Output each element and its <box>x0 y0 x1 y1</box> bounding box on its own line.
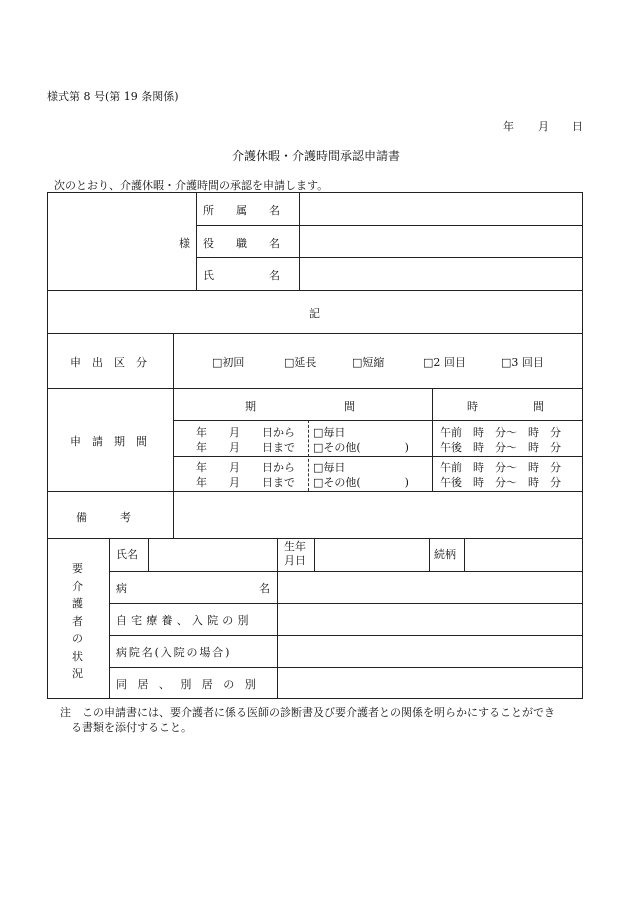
disease-label-suffix: 名 <box>259 582 270 595</box>
ki-label: 記 <box>309 307 320 320</box>
option-shorten-checkbox[interactable]: □短縮 <box>352 356 385 369</box>
option-extension-checkbox[interactable]: □延長 <box>284 356 317 369</box>
date-to[interactable]: 年 月 日まで <box>196 441 295 454</box>
care-recipient-vertical-label: 要 介 護 者 の 状 況 <box>72 562 83 680</box>
time-am[interactable]: 午前 時 分～ 時 分 <box>440 426 561 439</box>
applicant-name-label: 氏 名 <box>203 269 280 282</box>
time-pm[interactable]: 午後 時 分～ 時 分 <box>440 441 561 454</box>
time-pm[interactable]: 午後 時 分～ 時 分 <box>440 476 561 489</box>
home-or-hospital-field[interactable] <box>280 606 580 633</box>
care-name-field[interactable] <box>151 541 274 568</box>
disease-field[interactable] <box>280 574 580 601</box>
form-number: 様式第 8 号(第 19 条関係) <box>47 90 179 103</box>
intro-text: 次のとおり、介護休暇・介護時間の承認を申請します。 <box>54 179 329 192</box>
position-label: 役 職 名 <box>203 237 280 250</box>
other-checkbox[interactable]: □その他( ) <box>313 441 409 454</box>
affiliation-field[interactable] <box>302 197 580 222</box>
disease-label: 病 <box>116 582 127 595</box>
home-or-hospital-label: 自宅療養、入院の別 <box>116 614 253 627</box>
hospital-name-field[interactable] <box>280 638 580 665</box>
position-field[interactable] <box>302 229 580 254</box>
affiliation-label: 所 属 名 <box>203 204 280 217</box>
option-third-checkbox[interactable]: □3 回目 <box>501 356 544 369</box>
remarks-label: 備 考 <box>76 511 131 524</box>
period-label: 申 請 期 間 <box>70 435 147 448</box>
date-from[interactable]: 年 月 日から <box>196 461 295 474</box>
date-from[interactable]: 年 月 日から <box>196 426 295 439</box>
daily-checkbox[interactable]: □毎日 <box>313 461 346 474</box>
option-first-checkbox[interactable]: □初回 <box>212 356 245 369</box>
form-title: 介護休暇・介護時間承認申請書 <box>232 149 401 163</box>
living-status-field[interactable] <box>280 670 580 696</box>
sama-label: 様 <box>179 237 190 250</box>
note-line-1: 注 この申請書には、要介護者に係る医師の診断書及び要介護者との関係を明らかにすることができ <box>60 706 555 719</box>
birth-date-field[interactable] <box>317 541 426 568</box>
applicant-name-field[interactable] <box>302 261 580 286</box>
care-name-label: 氏名 <box>116 548 138 561</box>
application-type-label: 申 出 区 分 <box>70 356 147 369</box>
birth-label: 生年 月日 <box>284 540 306 567</box>
jikan-header: 時 間 <box>467 400 544 413</box>
date-to[interactable]: 年 月 日まで <box>196 476 295 489</box>
date-year-label: 年 <box>503 120 514 133</box>
living-status-label: 同居、別居の別 <box>116 678 267 691</box>
relation-field[interactable] <box>467 541 580 568</box>
date-day-label: 日 <box>572 120 583 133</box>
daily-checkbox[interactable]: □毎日 <box>313 426 346 439</box>
relation-label: 続柄 <box>434 548 456 561</box>
kikan-header: 期 間 <box>245 400 355 413</box>
remarks-field[interactable] <box>176 494 580 535</box>
note-line-2: る書類を添付すること。 <box>71 721 192 734</box>
other-checkbox[interactable]: □その他( ) <box>313 476 409 489</box>
time-am[interactable]: 午前 時 分～ 時 分 <box>440 461 561 474</box>
option-second-checkbox[interactable]: □2 回目 <box>423 356 466 369</box>
hospital-name-label: 病院名(入院の場合) <box>116 646 232 659</box>
date-month-label: 月 <box>538 120 549 133</box>
